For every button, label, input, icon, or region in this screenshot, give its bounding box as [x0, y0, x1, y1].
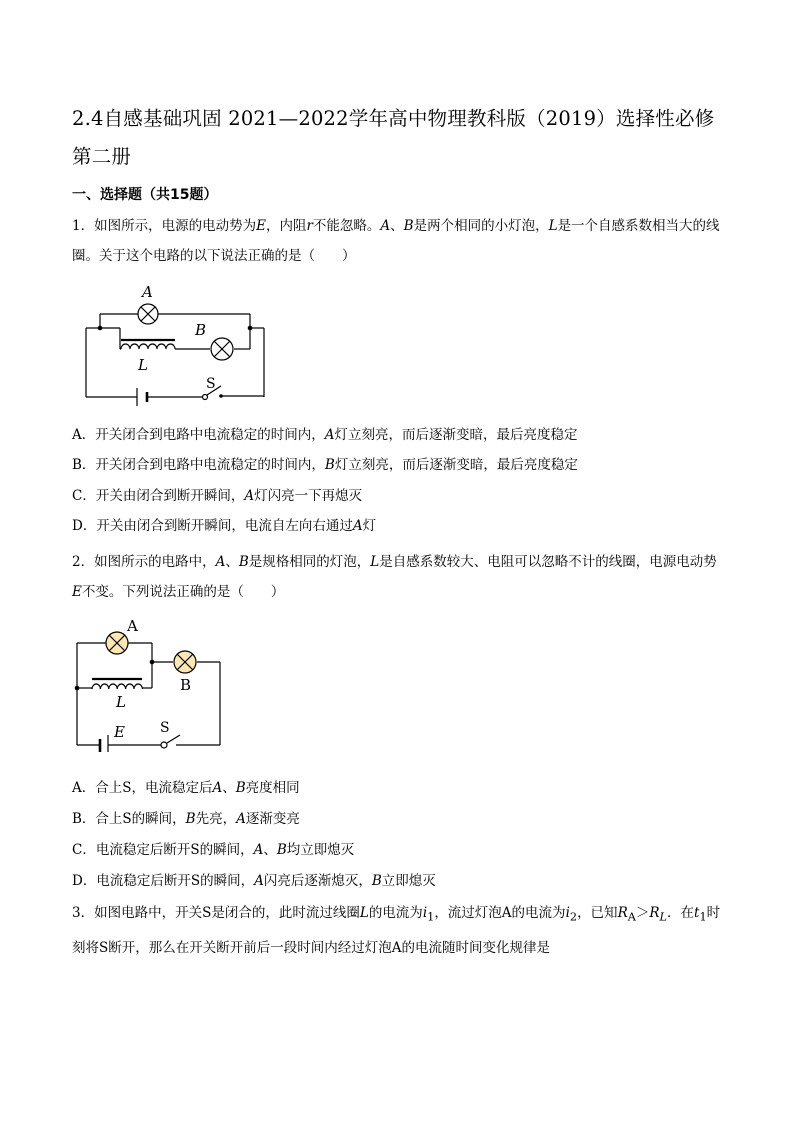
lamp-b-icon [211, 338, 233, 360]
label-l: L [116, 693, 126, 711]
label-l: L [138, 356, 148, 374]
lamp-b-icon [174, 651, 196, 673]
question-1-stem: 1．如图所示，电源的电动势为E，内阻r不能忽略。A、B是两个相同的小灯泡，L是一个自感系数相当大的线圈。关于这个电路的以下说法正确的是（ ） [72, 218, 720, 264]
lamp-a-icon [138, 304, 158, 324]
switch-icon [161, 735, 180, 748]
label-s: S [160, 720, 170, 736]
label-b: B [180, 676, 192, 694]
battery-icon [100, 735, 108, 752]
label-a: A [127, 617, 138, 635]
q1-option-c[interactable]: C．开关由闭合到断开瞬间，A灯闪亮一下再熄灭 [72, 488, 363, 504]
question-3-stem: 3．如图电路中，开关S是闭合的，此时流过线圈L的电流为$i_1$，流过灯泡A的电流为$i_2$，已知$R_A>R_L$．在$t_1$时刻将S断开，那么在开关断开前后一段时间内经过灯泡A的电流随时间变化规律是 [72, 905, 721, 956]
lamp-a-icon [106, 632, 128, 654]
inductor-icon [92, 679, 142, 689]
label-b: B [195, 321, 207, 339]
circuit-diagram-1 [80, 282, 280, 412]
q1-option-d[interactable]: D．开关由闭合到断开瞬间，电流自左向右通过A灯 [72, 518, 377, 534]
label-a: A [142, 283, 153, 301]
battery-icon [137, 388, 147, 406]
q2-option-d[interactable]: D．电流稳定后断开S的瞬间，A闪亮后逐渐熄灭，B立即熄灭 [72, 873, 436, 889]
section-heading: 一、选择题（共15题） [72, 187, 218, 203]
inductor-icon [121, 340, 175, 349]
q2-option-c[interactable]: C．电流稳定后断开S的瞬间，A、B均立即熄灭 [72, 842, 355, 858]
q2-option-b[interactable]: B．合上S的瞬间，B先亮，A逐渐变亮 [72, 811, 300, 827]
q2-option-a[interactable]: A．合上S，电流稳定后A、B亮度相同 [72, 780, 300, 796]
q1-option-b[interactable]: B．开关闭合到电路中电流稳定的时间内，B灯立刻亮，而后逐渐变暗，最后亮度稳定 [72, 457, 578, 473]
circuit-diagram-2 [72, 613, 232, 753]
label-s: S [206, 376, 216, 392]
question-2-stem: 2．如图所示的电路中，A、B是规格相同的灯泡，L是自感系数较大、电阻可以忽略不计的线圈，电源电动势E不变。下列说法正确的是（ ） [72, 554, 717, 600]
label-e: E [114, 723, 125, 741]
page-title: 2.4自感基础巩固 2021—2022学年高中物理教科版（2019）选择性必修第二册 [72, 107, 715, 168]
q1-option-a[interactable]: A．开关闭合到电路中电流稳定的时间内，A灯立刻亮，而后逐渐变暗，最后亮度稳定 [72, 427, 578, 443]
